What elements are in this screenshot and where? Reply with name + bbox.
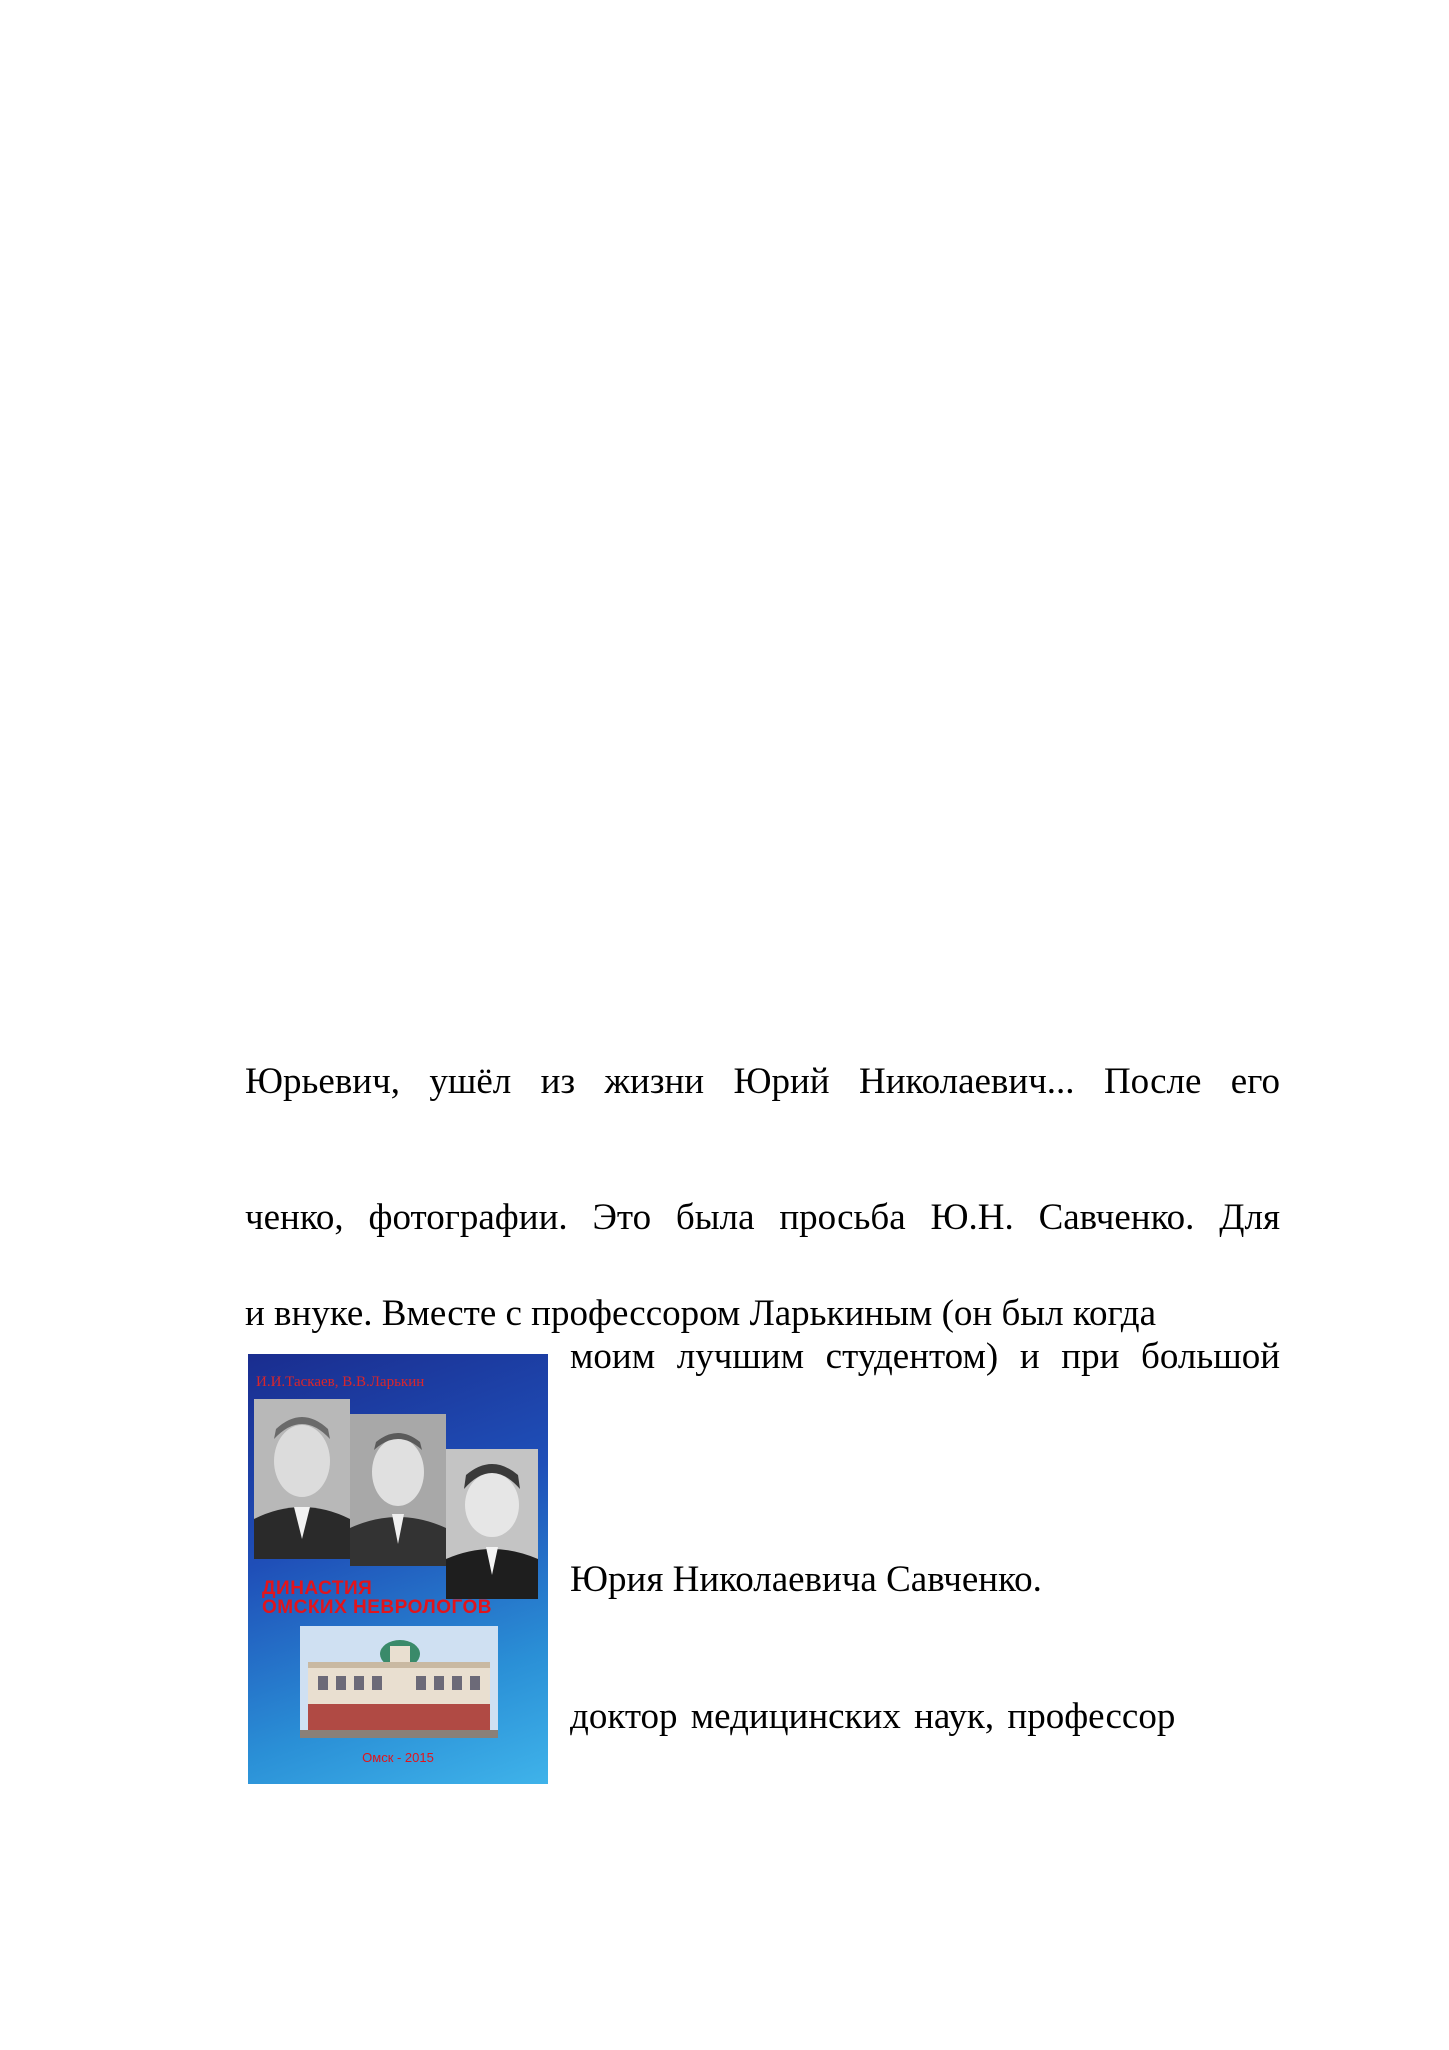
book-cover-title-line-1: ДИНАСТИЯ	[262, 1578, 373, 1599]
portrait-photo-1	[254, 1399, 350, 1559]
text-line-3: и внуке. Вместе с профессором Ларькиным (он был когда	[245, 1293, 1157, 1334]
book-cover-image	[248, 1354, 548, 1784]
portrait-photo-2	[350, 1414, 446, 1566]
book-cover-footer: Омск - 2015	[362, 1750, 434, 1765]
building-photo	[300, 1626, 498, 1738]
book-cover-title	[262, 1579, 492, 1617]
portrait-photo-3	[446, 1449, 538, 1599]
book-cover-authors: И.И.Таскаев, В.В.Ларькин	[256, 1374, 425, 1390]
book-cover-title-line-2: ОМСКИХ НЕВРОЛОГОВ	[262, 1597, 493, 1618]
text-line-5: Юрия Николаевича Савченко.	[570, 1559, 1042, 1600]
text-line-6: доктор медицинских наук, профессор	[570, 1696, 1176, 1737]
text-line-2: ченко, фотографии. Это была просьба Ю.Н. Савченко. Для	[245, 1197, 1280, 1238]
text-line-1: Юрьевич, ушёл из жизни Юрий Николаевич... После его	[245, 1061, 1280, 1102]
text-line-4: моим лучшим студентом) и при большой	[570, 1336, 1280, 1377]
